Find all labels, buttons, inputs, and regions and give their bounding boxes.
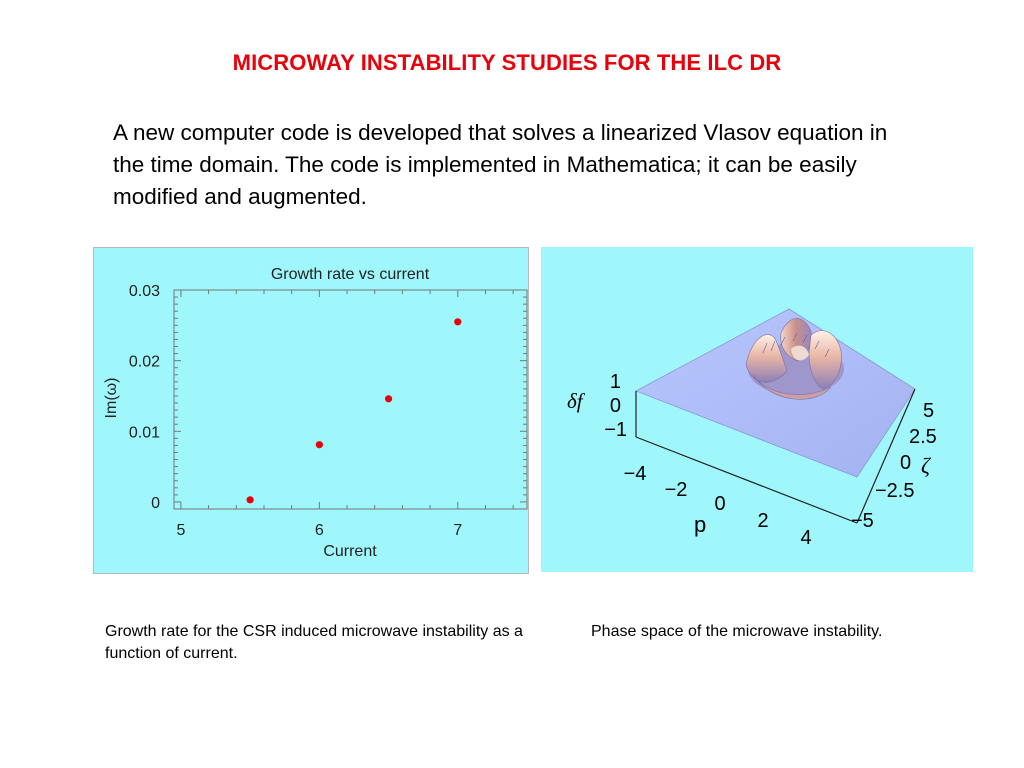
x-tick-label: 6: [314, 522, 324, 539]
zeta-tick-label: 0: [900, 452, 912, 474]
data-point: [247, 496, 254, 503]
growth-rate-chart: [94, 248, 530, 575]
p-tick-label: 0: [714, 493, 726, 515]
p-tick-label: −2: [664, 479, 688, 501]
zeta-tick-label: −5: [851, 510, 874, 532]
data-point: [385, 395, 392, 402]
growth-rate-chart-panel: [93, 247, 529, 574]
data-point: [454, 318, 461, 325]
phase-space-plot-panel: [541, 247, 973, 572]
y-tick-label: 0: [151, 494, 160, 512]
zeta-tick-label: 2.5: [909, 426, 937, 448]
x-tick-label: 5: [176, 522, 186, 539]
y-tick-label: 0.01: [128, 424, 160, 442]
x-axis-label: Current: [323, 543, 377, 560]
y-axis-label: Im(ω): [103, 377, 120, 419]
caption-left: Growth rate for the CSR induced microwave instability as a function of current.: [105, 623, 523, 662]
data-point: [316, 441, 323, 448]
zlabel: δf: [567, 389, 583, 413]
z-tick-label: −1: [604, 419, 627, 441]
caption-right: Phase space of the microwave instability.: [591, 623, 883, 640]
plot-frame: [174, 290, 527, 509]
z-tick-label: 1: [609, 371, 621, 393]
chart-title: Growth rate vs current: [270, 266, 430, 283]
z-tick-label: 0: [609, 395, 621, 417]
p-tick-label: 4: [800, 527, 812, 549]
y-tick-label: 0.02: [128, 353, 160, 371]
intro-paragraph: A new computer code is developed that solves a linearized Vlasov equation in the time domain. The code is implemented in Mathematica; it can be easily modified and augmented.: [113, 120, 888, 209]
y-tick-label: 0.03: [128, 283, 160, 300]
slide-title: MICROWAY INSTABILITY STUDIES FOR THE ILC DR: [232, 50, 782, 75]
p-tick-label: 2: [757, 510, 769, 532]
ylabel: ζ: [921, 453, 930, 478]
x-tick-label: 7: [453, 522, 463, 539]
phase-space-plot: [541, 247, 973, 572]
zeta-tick-label: −2.5: [875, 480, 915, 502]
p-tick-label: −4: [623, 463, 647, 485]
xlabel: p: [694, 512, 707, 537]
zeta-tick-label: 5: [923, 400, 935, 422]
